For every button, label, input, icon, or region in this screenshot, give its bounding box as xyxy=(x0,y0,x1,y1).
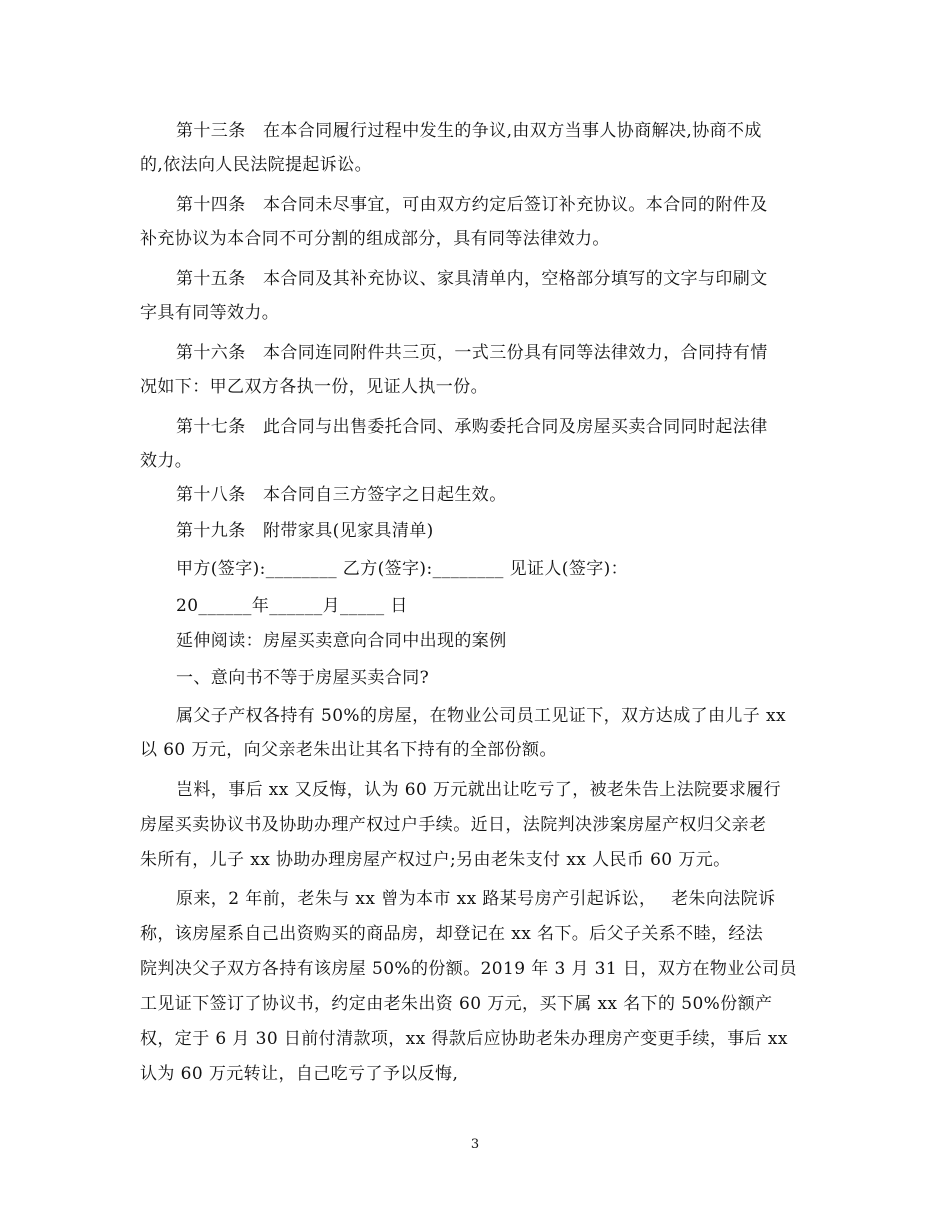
text-line: 第十三条 在本合同履行过程中发生的争议,由双方当事人协商解决,协商不成 xyxy=(176,121,762,141)
text-line: 原来，2 年前，老朱与 xx 曾为本市 xx 路某号房产引起诉讼， 老朱向法院诉 xyxy=(176,889,776,909)
text-line: 第十五条 本合同及其补充协议、家具清单内，空格部分填写的文字与印刷文 xyxy=(176,269,768,289)
text-line: 权，定于 6 月 30 日前付清款项，xx 得款后应协助老朱办理房产变更手续，事后 xx xyxy=(140,1029,788,1049)
text-line: 认为 60 万元转让，自己吃亏了予以反悔, xyxy=(140,1064,459,1084)
text-line: 字具有同等效力。 xyxy=(140,303,280,323)
signature-line: 甲方(签字):________ 乙方(签字):________ 见证人(签字)： xyxy=(176,559,629,579)
text-line: 第十九条 附带家具(见家具清单) xyxy=(176,521,434,541)
text-line: 的,依法向人民法院提起诉讼。 xyxy=(140,155,373,175)
text-line: 以 60 万元，向父亲老朱出让其名下持有的全部份额。 xyxy=(140,740,557,760)
text-line: 第十八条 本合同自三方签字之日起生效。 xyxy=(176,485,507,505)
text-line: 工见证下签订了协议书，约定由老朱出资 60 万元，买下属 xx 名下的 50%份额产 xyxy=(140,994,773,1014)
text-line: 第十四条 本合同未尽事宜，可由双方约定后签订补充协议。本合同的附件及 xyxy=(176,195,768,215)
text-line: 属父子产权各持有 50%的房屋，在物业公司员工见证下，双方达成了由儿子 xx xyxy=(176,706,786,726)
text-line: 朱所有，儿子 xx 协助办理房屋产权过户;另由老朱支付 xx 人民币 60 万元。 xyxy=(140,850,731,870)
text-line: 况如下：甲乙双方各执一份，见证人执一份。 xyxy=(140,377,488,397)
text-line: 称，该房屋系自己出资购买的商品房，却登记在 xx 名下。后父子关系不睦，经法 xyxy=(140,924,764,944)
text-line: 院判决父子双方各持有该房屋 50%的份额。2019 年 3 月 31 日，双方在物业公司员 xyxy=(140,959,797,979)
text-line: 补充协议为本合同不可分割的组成部分，具有同等法律效力。 xyxy=(140,229,610,249)
text-line: 第十七条 此合同与出售委托合同、承购委托合同及房屋买卖合同同时起法律 xyxy=(176,417,768,437)
text-line: 房屋买卖协议书及协助办理产权过户手续。近日，法院判决涉案房屋产权归父亲老 xyxy=(140,815,767,835)
section-subheading: 一、意向书不等于房屋买卖合同? xyxy=(176,668,430,688)
page-number: 3 xyxy=(470,1137,480,1152)
date-line: 20______年______月_____ 日 xyxy=(176,596,408,616)
text-line: 第十六条 本合同连同附件共三页，一式三份具有同等法律效力，合同持有情 xyxy=(176,343,768,363)
text-line: 效力。 xyxy=(140,451,193,471)
text-line: 岂料，事后 xx 又反悔，认为 60 万元就出让吃亏了，被老朱告上法院要求履行 xyxy=(176,780,782,800)
section-heading: 延伸阅读：房屋买卖意向合同中出现的案例 xyxy=(176,631,507,651)
